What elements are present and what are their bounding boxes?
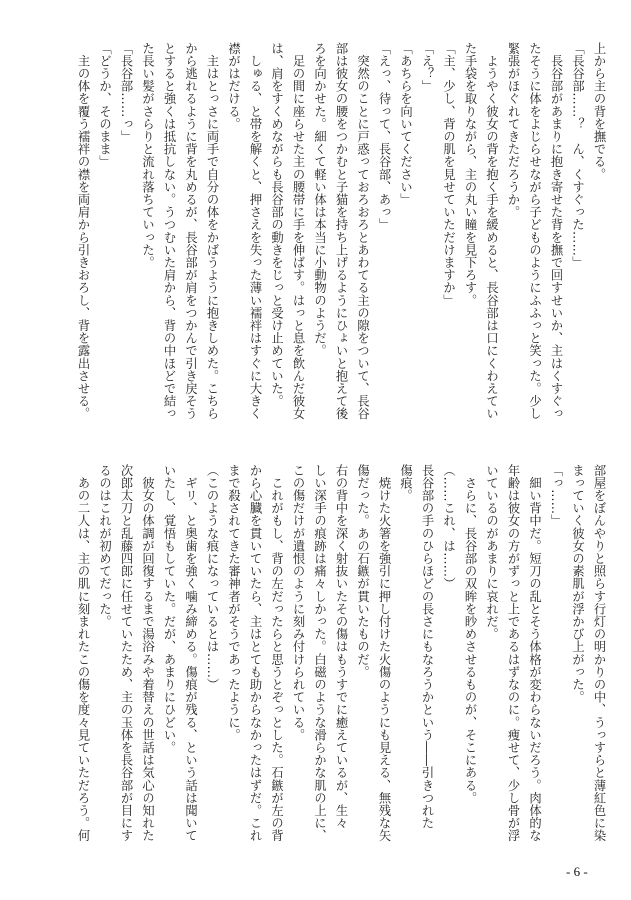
text-line: から逃れるように背を丸めるが、長谷部が肩をつかんで引き戻そう	[183, 42, 198, 420]
text-line: 上から主の背を撫でる。	[592, 42, 606, 181]
text-line: 足の間に座らせた主の腰帯に手を伸ばす。はっと息を飲んだ彼女	[291, 42, 305, 420]
text-line: 部は彼女の腰をつかむと子猫を持ち上げるようにひょいと抱えて後	[334, 42, 348, 420]
text-line: 長谷部の手のひらほどの長さにもなろうかという――引きつれた	[420, 464, 434, 830]
text-line: 襟がはだける。	[226, 42, 241, 131]
text-line: いているのがあまりに哀れだ。	[484, 464, 499, 641]
text-line: 「長谷部……っ」	[119, 42, 133, 143]
text-line: 「あちらを向いてください」	[398, 42, 413, 206]
text-line: しゅる、と帯を解くと、押さえを失った薄い襦袢はすぐに大きく	[248, 42, 262, 420]
text-line: 「えっ、待って、長谷部、あっ」	[377, 42, 391, 231]
text-line: ろを向かせた。細くて軽い体は本当に小動物のようだ。	[312, 42, 327, 357]
text-line: 年齢は彼女の方がずっと上であるはずなのに。痩せて、少し骨が浮	[506, 464, 520, 842]
text-line: 次郎太刀と乱藤四郎に任せていたため、主の玉体を長谷部が目にす	[119, 464, 133, 842]
text-line: るのはこれが初めてだった。	[97, 464, 112, 628]
text-line: 焼けた火箸を強引に押し付けた火傷のようにも見える、無残な矢	[377, 464, 391, 842]
text-line: これがもし、背の左だったらと思うとぞっとした。石鏃が左の背	[269, 464, 284, 842]
text-line: 細い背中だ。短刀の乱とそう体格が変わらないだろう。肉体的な	[527, 464, 542, 842]
text-line: いたし、覚悟もしていた。だが、あまりにひどい。	[162, 464, 176, 754]
text-line: （……これ、は……）	[441, 464, 456, 590]
text-line: 彼女の体調が回復するまで湯浴みや着替えの世話は気心の知れた	[140, 464, 155, 842]
text-line: は、肩をすくめながらも長谷部の動きをじっと受け止めていた。	[269, 42, 284, 408]
text-line: あの二人は、主の肌に刻まれたこの傷を度々見ていただろう。何	[76, 464, 90, 842]
text-line: （このような痕になっているとは……）	[205, 464, 219, 691]
text-block-bottom	[69, 464, 609, 844]
text-line: ようやく彼女の背を抱く手を緩めると、長谷部は口にくわえてい	[484, 42, 499, 420]
text-line: まで殺されてきた審神者がそうであったように。	[226, 464, 241, 742]
text-line: とすると強くは抵抗しない。うつむいた肩から、背の中ほどで結っ	[162, 42, 176, 420]
text-line: たそうに体をよじらせながら子どものようにふふっと笑った。少し	[527, 42, 542, 420]
text-line: しい深手の痕跡は痛々しかった。白磁のような滑らかな肌の上に、	[312, 464, 327, 842]
text-line: た手袋を取りながら、主の丸い瞳を見下ろす。	[463, 42, 477, 307]
text-line: ギリ、と奥歯を強く噛み締める。傷痕が残る、という話は聞いて	[183, 464, 198, 842]
text-line: 「長谷部……？ ん、くすぐった……」	[570, 42, 585, 269]
text-line: 「主、少し、背の肌を見せていただけますか」	[441, 42, 456, 307]
text-line: た長い髪がさらりと流れ落ちていった。	[140, 42, 155, 269]
text-line: 主はとっさに両手で自分の体をかばうように抱きしめた。こちら	[205, 42, 219, 420]
text-line: 「え？」	[420, 42, 434, 93]
text-line: 「どうか、そのまま」	[97, 42, 112, 168]
text-line: 長谷部があまりに抱き寄せた背を撫で回すせいか、主はくすぐっ	[549, 42, 563, 420]
text-line: 傷だった。あの石鏃が貫いたものだ。	[355, 464, 370, 679]
text-line: 緊張がほぐれてきただろうか。	[506, 42, 520, 219]
text-line: から心臓を貫いていたら、主はとても助からなかったはずだ。これ	[248, 464, 262, 842]
text-line: 突然のことに戸惑っておろおろとあわてる主の隙をついて、長谷	[355, 42, 370, 420]
text-line: 主の体を覆う襦袢の襟を両肩から引きおろし、背を露出させる。	[76, 42, 90, 420]
page-number: - 6 -	[566, 864, 588, 879]
text-block-top	[69, 42, 609, 422]
text-line: 傷痕。	[398, 464, 413, 502]
text-line: 「っ……」	[549, 464, 563, 527]
text-line: 右の背中を深く射抜いたその傷はもうすでに癒えているが、生々	[334, 464, 348, 830]
text-line: 部屋をぼんやりと照らす行灯の明かりの中、うっすらと薄紅色に染	[592, 464, 606, 842]
text-line: さらに、長谷部の双眸を眇めさせるものが、そこにある。	[463, 464, 477, 805]
text-line: まっていく彼女の素肌が浮かび上がった。	[570, 464, 585, 704]
text-line: この傷だけが遺恨のように刻み付けられている。	[291, 464, 305, 742]
